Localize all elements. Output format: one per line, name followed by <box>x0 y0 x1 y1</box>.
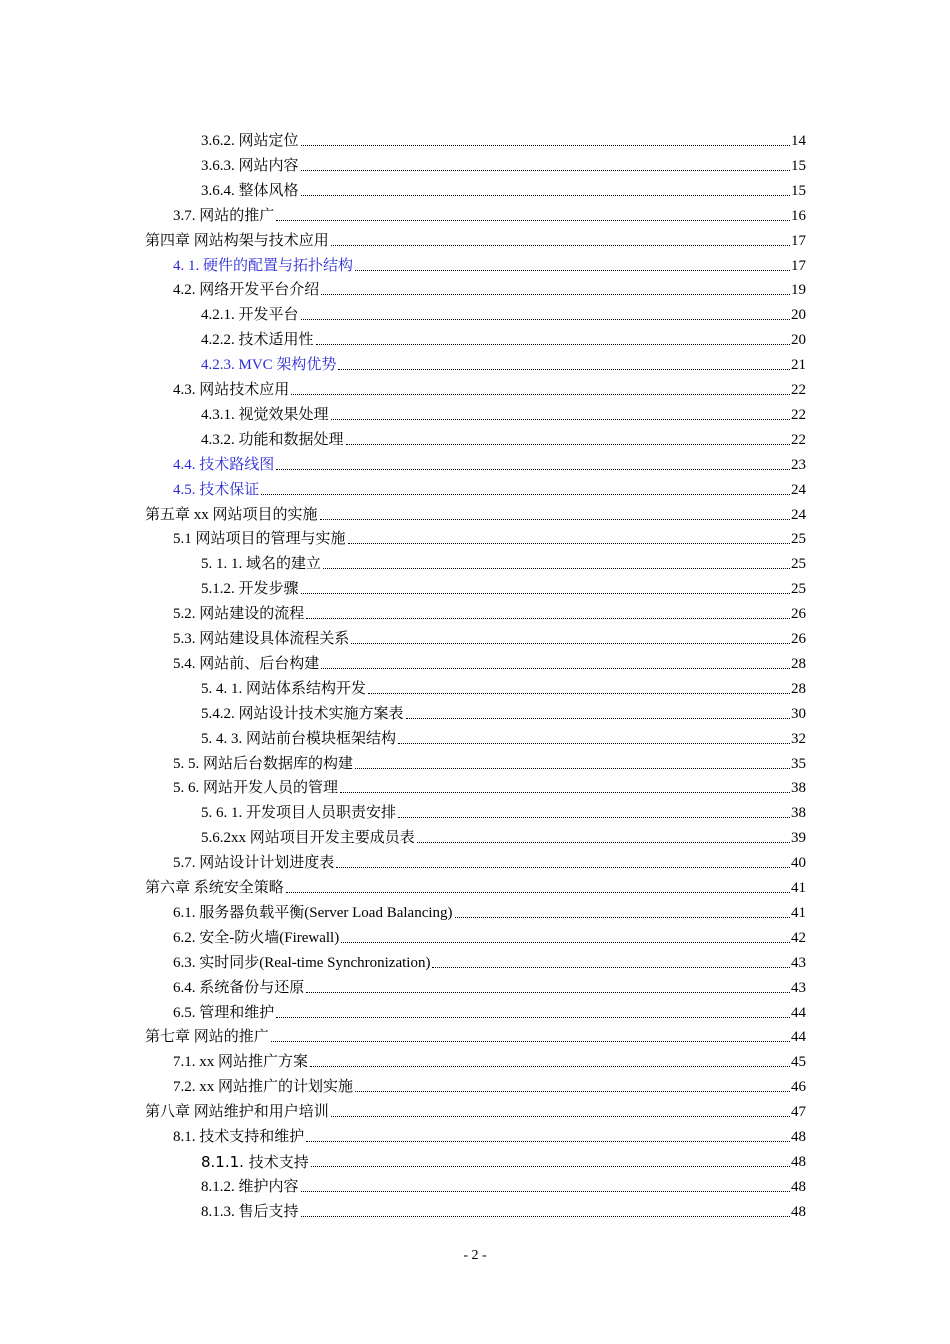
toc-page-number: 39 <box>791 830 806 847</box>
toc-entry[interactable] <box>173 847 806 872</box>
toc-entry[interactable] <box>173 972 806 997</box>
toc-dot-leader <box>306 1141 790 1142</box>
toc-dot-leader <box>301 1216 790 1217</box>
toc-entry-title: 8.1.3. 售后支持 <box>201 1203 299 1220</box>
toc-dot-leader <box>455 917 790 918</box>
toc-entry[interactable] <box>201 424 806 449</box>
toc-dot-leader <box>417 842 790 843</box>
toc-entry-title: 8.1.2. 维护内容 <box>201 1178 299 1195</box>
toc-page-number: 24 <box>791 481 806 498</box>
toc-page-number: 16 <box>791 207 806 224</box>
toc-dot-leader <box>276 1017 790 1018</box>
page-footer-number: - 2 - <box>463 1248 487 1263</box>
toc-entry[interactable] <box>201 548 806 573</box>
toc-entry-title: 4.2. 网络开发平台介绍 <box>173 282 320 299</box>
toc-page-number: 43 <box>791 954 806 971</box>
toc-entry[interactable] <box>173 250 806 275</box>
toc-dot-leader <box>331 1116 790 1117</box>
toc-entry-title: 3.6.2. 网站定位 <box>201 133 299 149</box>
toc-page-number: 47 <box>791 1104 806 1121</box>
toc-dot-leader <box>323 568 790 569</box>
toc-page-number: 41 <box>791 904 806 921</box>
toc-page-number: 19 <box>791 282 806 299</box>
toc-entry[interactable] <box>201 698 806 723</box>
toc-dot-leader <box>291 394 790 395</box>
toc-page-number: 26 <box>791 606 806 623</box>
toc-entry-title: 5.4. 网站前、后台构建 <box>173 655 320 672</box>
toc-dot-leader <box>276 469 790 470</box>
toc-page-number: 38 <box>791 805 806 822</box>
toc-dot-leader <box>320 519 790 520</box>
toc-dot-leader <box>301 319 790 320</box>
toc-entry[interactable] <box>173 474 806 499</box>
toc-page-number: 44 <box>791 1004 806 1021</box>
toc-dot-leader <box>355 270 790 271</box>
toc-entry-title: 7.1. xx 网站推广方案 <box>173 1054 309 1071</box>
toc-page-number: 48 <box>791 1129 806 1145</box>
toc-page-number: 22 <box>791 406 806 423</box>
toc-entry[interactable] <box>201 723 806 748</box>
toc-dot-leader <box>301 145 790 146</box>
toc-entry-title: 5.3. 网站建设具体流程关系 <box>173 631 350 647</box>
toc-dot-leader <box>306 618 790 619</box>
toc-page-number: 17 <box>791 232 806 249</box>
toc-entry[interactable] <box>201 822 806 847</box>
toc-dot-leader <box>406 718 790 719</box>
toc-page-number: 46 <box>791 1079 806 1096</box>
toc-entry-title: 第六章 系统安全策略 <box>145 880 284 896</box>
toc-entry[interactable] <box>173 947 806 972</box>
toc-entry-title: 5. 6. 网站开发人员的管理 <box>173 780 339 797</box>
toc-entry-title: 4.3.1. 视觉效果处理 <box>201 406 329 423</box>
toc-entry-title: 6.2. 安全-防火墙(Firewall) <box>173 929 340 946</box>
toc-dot-leader <box>368 693 790 694</box>
toc-entry-title: 7.2. xx 网站推广的计划实施 <box>173 1079 354 1096</box>
toc-entry-title: 4.2.1. 开发平台 <box>201 307 299 324</box>
toc-dot-leader <box>338 369 790 370</box>
toc-entry[interactable] <box>173 648 806 673</box>
toc-entry-title: 5.6.2xx 网站项目开发主要成员表 <box>201 830 415 847</box>
toc-page-number: 20 <box>791 307 806 324</box>
toc-dot-leader <box>398 817 790 818</box>
toc-page-number: 40 <box>791 855 806 872</box>
toc-page-number: 43 <box>791 979 806 996</box>
toc-entry[interactable] <box>173 598 806 623</box>
toc-entry-title: 6.4. 系统备份与还原 <box>173 979 305 996</box>
toc-dot-leader <box>341 942 790 943</box>
toc-entry[interactable] <box>201 1196 806 1221</box>
toc-entry[interactable] <box>201 150 806 175</box>
toc-page-number: 32 <box>791 730 806 747</box>
toc-entry-title: 4.3.2. 功能和数据处理 <box>201 431 344 448</box>
toc-dot-leader <box>340 792 790 793</box>
toc-entry-title: 6.3. 实时同步(Real-time Synchronization) <box>173 954 431 971</box>
toc-page-number: 48 <box>791 1153 806 1170</box>
toc-entry-title: 3.7. 网站的推广 <box>173 207 275 224</box>
toc-entry[interactable] <box>201 1146 806 1171</box>
toc-entry[interactable] <box>173 523 806 548</box>
toc-page-number: 48 <box>791 1203 806 1220</box>
toc-entry-title: 5. 6. 1. 开发项目人员职责安排 <box>201 805 397 822</box>
toc-page-number: 15 <box>791 157 806 174</box>
toc-entry[interactable] <box>173 772 806 797</box>
toc-page-number: 25 <box>791 556 806 573</box>
toc-entry-title: 第七章 网站的推广 <box>145 1029 269 1046</box>
toc-dot-leader <box>286 892 790 893</box>
toc-entry[interactable] <box>201 175 806 200</box>
toc-entry-title: 8.1.1. 技术支持 <box>201 1152 309 1171</box>
toc-dot-leader <box>301 593 790 594</box>
toc-entry[interactable] <box>201 399 806 424</box>
toc-entry[interactable] <box>201 797 806 822</box>
toc-dot-leader <box>321 294 790 295</box>
toc-page-number: 41 <box>791 880 806 896</box>
toc-dot-leader <box>301 170 790 171</box>
toc-entry-title: 5. 4. 1. 网站体系结构开发 <box>201 680 367 697</box>
toc-page-number: 26 <box>791 631 806 647</box>
toc-entry[interactable] <box>173 1071 806 1096</box>
toc-dot-leader <box>348 543 790 544</box>
toc-dot-leader <box>355 1091 790 1092</box>
toc-dot-leader <box>316 344 790 345</box>
toc-entry[interactable] <box>145 225 806 250</box>
toc-entry[interactable] <box>201 1171 806 1196</box>
toc-page-number: 44 <box>791 1029 806 1046</box>
toc-dot-leader <box>311 1166 790 1167</box>
toc-page-number: 17 <box>791 257 806 274</box>
toc-page-number: 45 <box>791 1054 806 1071</box>
toc-dot-leader <box>310 1066 790 1067</box>
toc-entry[interactable] <box>173 897 806 922</box>
toc-dot-leader <box>351 643 790 644</box>
toc-dot-leader <box>261 494 790 495</box>
toc-page-number: 24 <box>791 506 806 523</box>
toc-page-number: 15 <box>791 182 806 199</box>
toc-dot-leader <box>355 768 790 769</box>
toc-page-number: 48 <box>791 1178 806 1195</box>
toc-entry-title: 5.7. 网站设计计划进度表 <box>173 855 335 872</box>
toc-entry[interactable] <box>145 1096 806 1121</box>
toc-dot-leader <box>301 1191 790 1192</box>
toc-entry[interactable] <box>145 872 806 897</box>
toc-entry-title: 5.1.2. 开发步骤 <box>201 581 299 598</box>
toc-entry[interactable] <box>201 324 806 349</box>
toc-dot-leader <box>336 867 790 868</box>
toc-entry-title: 3.6.3. 网站内容 <box>201 157 299 174</box>
toc-entry[interactable] <box>145 499 806 524</box>
toc-entry-title: 5. 1. 1. 域名的建立 <box>201 556 322 573</box>
toc-entry[interactable] <box>173 623 806 648</box>
toc-entry-title: 第四章 网站构架与技术应用 <box>145 232 329 249</box>
toc-dot-leader <box>306 992 790 993</box>
toc-entry-title: 8.1. 技术支持和维护 <box>173 1129 305 1145</box>
toc-page-number: 23 <box>791 456 806 473</box>
toc-entry-title: 4.2.2. 技术适用性 <box>201 332 314 349</box>
toc-entry[interactable] <box>173 374 806 399</box>
toc-entry[interactable] <box>173 922 806 947</box>
toc-page-number: 22 <box>791 382 806 398</box>
toc-page-number: 21 <box>791 357 806 374</box>
toc-page-number: 22 <box>791 431 806 448</box>
toc-entry-title: 3.6.4. 整体风格 <box>201 182 299 199</box>
toc-entry-title: 4.4. 技术路线图 <box>173 456 275 473</box>
toc-entry-title: 4.5. 技术保证 <box>173 481 260 498</box>
toc-entry[interactable] <box>173 748 806 773</box>
toc-page-number: 35 <box>791 755 806 772</box>
toc-entry-title: 第八章 网站维护和用户培训 <box>145 1104 329 1121</box>
toc-entry-title: 4.3. 网站技术应用 <box>173 382 290 398</box>
toc-dot-leader <box>432 967 790 968</box>
toc-entry-title: 5. 4. 3. 网站前台模块框架结构 <box>201 730 397 747</box>
toc-entry[interactable] <box>173 449 806 474</box>
toc-page-number: 25 <box>791 581 806 598</box>
toc-page-number: 25 <box>791 531 806 548</box>
toc-entry-title: 5. 5. 网站后台数据库的构建 <box>173 755 354 772</box>
toc-entry-title: 4.2.3. MVC 架构优势 <box>201 357 337 374</box>
toc-page-number: 20 <box>791 332 806 349</box>
toc-entry-title: 5.1 网站项目的管理与实施 <box>173 531 346 548</box>
toc-page-number: 28 <box>791 680 806 697</box>
toc-entry-title: 4. 1. 硬件的配置与拓扑结构 <box>173 257 354 274</box>
toc-entry[interactable] <box>201 125 806 150</box>
toc-dot-leader <box>398 743 790 744</box>
toc-entry[interactable] <box>201 673 806 698</box>
toc-entry-title: 5.4.2. 网站设计技术实施方案表 <box>201 705 404 722</box>
toc-dot-leader <box>276 220 790 221</box>
toc-page-number: 42 <box>791 929 806 946</box>
toc-entry[interactable] <box>145 1021 806 1046</box>
toc-entry-title: 6.1. 服务器负载平衡(Server Load Balancing) <box>173 904 453 921</box>
toc-entry[interactable] <box>173 274 806 299</box>
toc-entry-title: 6.5. 管理和维护 <box>173 1004 275 1021</box>
toc-page-number: 14 <box>791 133 806 149</box>
toc-entry[interactable] <box>173 1046 806 1071</box>
toc-dot-leader <box>331 245 790 246</box>
toc-dot-leader <box>331 419 790 420</box>
toc-entry-title: 第五章 xx 网站项目的实施 <box>145 506 318 523</box>
toc-dot-leader <box>346 444 790 445</box>
toc-entry[interactable] <box>173 200 806 225</box>
toc-entry[interactable] <box>173 997 806 1022</box>
toc-dot-leader <box>321 668 790 669</box>
toc-page-number: 38 <box>791 780 806 797</box>
toc-entry-title: 5.2. 网站建设的流程 <box>173 606 305 623</box>
toc-entry[interactable] <box>201 349 806 374</box>
toc-page-number: 30 <box>791 705 806 722</box>
toc-dot-leader <box>271 1041 790 1042</box>
toc-dot-leader <box>301 195 790 196</box>
toc-page-number: 28 <box>791 655 806 672</box>
toc-entry[interactable] <box>201 573 806 598</box>
toc-entry[interactable] <box>173 1121 806 1146</box>
toc-entry[interactable] <box>201 299 806 324</box>
